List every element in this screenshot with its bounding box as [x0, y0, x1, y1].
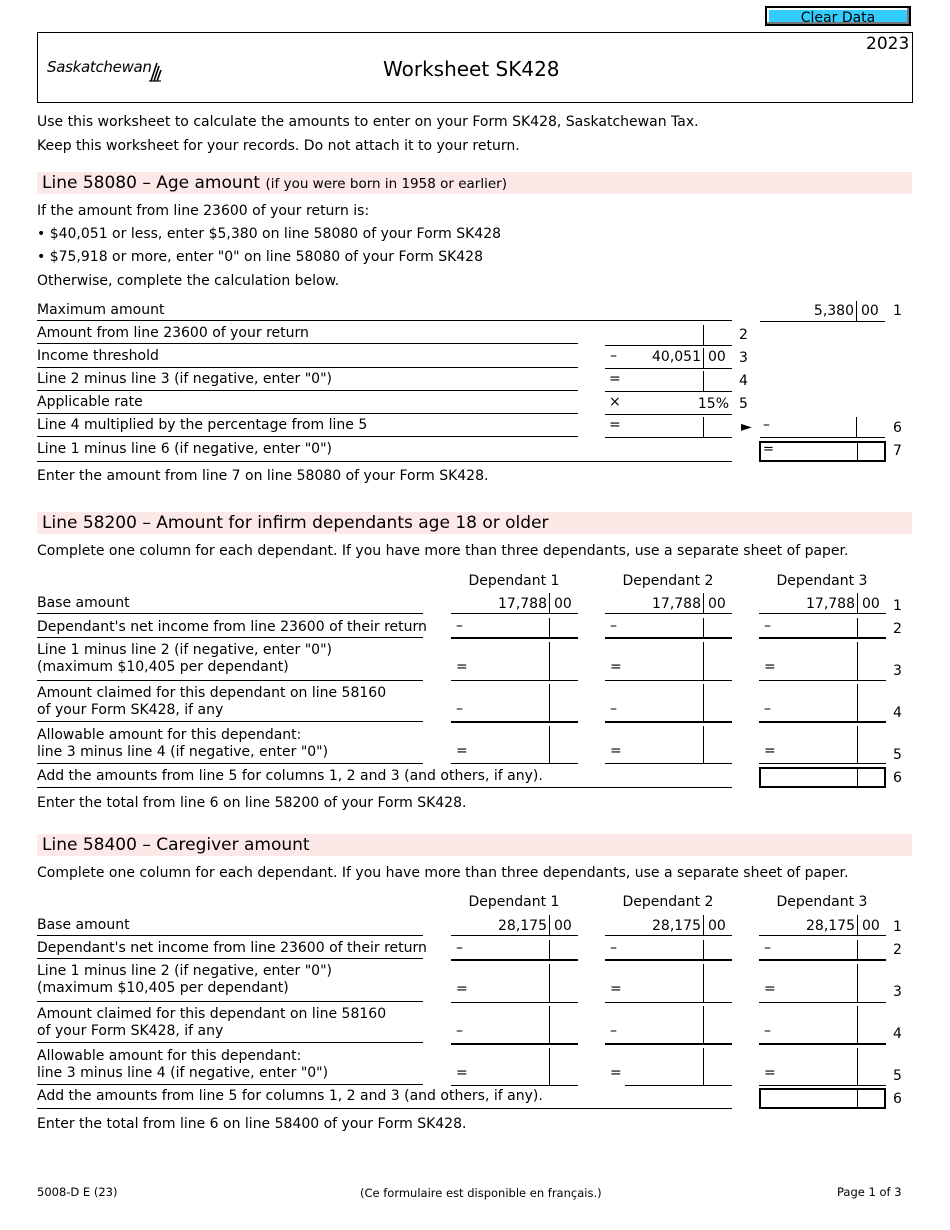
caregiver-row-5-label: Allowable amount for this dependant: line 3 minus line 4 (if negative, enter "0"): [37, 1048, 329, 1081]
age-line1-field[interactable]: 5,380 00: [760, 301, 885, 321]
caregiver-lead: Complete one column for each dependant. If you have more than three dependants, use a separate sheet of paper.: [37, 865, 849, 881]
infirm-section-title: Line 58200 – Amount for infirm dependants age 18 or older: [42, 513, 549, 533]
infirm-col-1: 17,788 00 – = – =: [451, 593, 578, 763]
age-lead: If the amount from line 23600 of your return is:: [37, 203, 370, 219]
caregiver-row-4-label: Amount claimed for this dependant on line 58160 of your Form SK428, if any: [37, 1006, 387, 1039]
caregiver-section-title: Line 58400 – Caregiver amount: [42, 835, 310, 855]
caregiver-line6-total-field[interactable]: [759, 1088, 886, 1109]
caregiver-row-2-label: Dependant's net income from line 23600 of their return: [37, 940, 427, 956]
caregiver-row-1-label: Base amount: [37, 917, 130, 933]
age-line3-field: 40,051 00: [605, 348, 732, 368]
wheat-sheaf-icon: [148, 60, 162, 82]
caregiver-c2-line2-field[interactable]: [605, 959, 732, 961]
caregiver-c2-line5-field[interactable]: [625, 1085, 732, 1086]
age-row-4-label: Line 2 minus line 3 (if negative, enter "0"): [37, 371, 332, 387]
caregiver-col-3: 28,175 00 – = – =: [759, 915, 886, 1085]
caregiver-col-2-head: Dependant 2: [622, 894, 714, 910]
age-otherwise: Otherwise, complete the calculation below.: [37, 273, 340, 289]
caregiver-row-6-label: Add the amounts from line 5 for columns 1, 2 and 3 (and others, if any).: [37, 1088, 543, 1104]
worksheet-title: Worksheet SK428: [383, 57, 560, 81]
age-line7-total-field[interactable]: =: [759, 441, 886, 462]
caregiver-col-3-head: Dependant 3: [776, 894, 868, 910]
infirm-c2-line3-field[interactable]: [605, 680, 732, 681]
infirm-enter-note: Enter the total from line 6 on line 58200 of your Form SK428.: [37, 795, 467, 811]
infirm-c1-line4-field[interactable]: [451, 721, 578, 723]
age-row-1-label: Maximum amount: [37, 302, 165, 318]
infirm-row-2-label: Dependant's net income from line 23600 of their return: [37, 619, 427, 635]
infirm-c1-line5-field[interactable]: [451, 763, 578, 764]
infirm-c3-line5-field[interactable]: [759, 763, 886, 764]
caregiver-c3-line5-field[interactable]: [759, 1085, 886, 1086]
caregiver-row-3-label: Line 1 minus line 2 (if negative, enter "0") (maximum $10,405 per dependant): [37, 963, 332, 996]
caregiver-col-1-head: Dependant 1: [468, 894, 560, 910]
caregiver-c3-line3-field[interactable]: [759, 1002, 886, 1003]
caregiver-c1-line4-field[interactable]: [451, 1043, 578, 1045]
infirm-row-6-label: Add the amounts from line 5 for columns 1, 2 and 3 (and others, if any).: [37, 768, 543, 784]
age-row-3-label: Income threshold: [37, 348, 159, 364]
age-section-title: Line 58080 – Age amount (if you were born in 1958 or earlier): [42, 173, 507, 193]
age-bullet-2: • $75,918 or more, enter "0" on line 58080 of your Form SK428: [37, 249, 483, 265]
infirm-row-4-label: Amount claimed for this dependant on line 58160 of your Form SK428, if any: [37, 685, 387, 718]
caregiver-c2-line4-field[interactable]: [605, 1043, 732, 1045]
caregiver-enter-note: Enter the total from line 6 on line 58400 of your Form SK428.: [37, 1116, 467, 1132]
page-number: Page 1 of 3: [837, 1185, 902, 1199]
infirm-lead: Complete one column for each dependant. If you have more than three dependants, use a separate sheet of paper.: [37, 543, 849, 559]
caregiver-c1-line2-field[interactable]: [451, 959, 578, 961]
infirm-c3-line4-field[interactable]: [759, 721, 886, 723]
age-line6-right-field[interactable]: [760, 417, 885, 437]
caregiver-c3-line4-field[interactable]: [759, 1043, 886, 1045]
age-row-6-label: Line 4 multiplied by the percentage from line 5: [37, 417, 368, 433]
intro-line-1: Use this worksheet to calculate the amounts to enter on your Form SK428, Saskatchewan Tax.: [37, 114, 699, 130]
age-line6-field[interactable]: [605, 417, 732, 437]
age-row-5-label: Applicable rate: [37, 394, 143, 410]
caregiver-col-2: 28,175 00 – = – =: [605, 915, 732, 1085]
infirm-row-1-label: Base amount: [37, 595, 130, 611]
age-rate-value: 15%: [697, 396, 729, 412]
age-enter-note: Enter the amount from line 7 on line 58080 of your Form SK428.: [37, 468, 489, 484]
caregiver-col-1: 28,175 00 – = – =: [451, 915, 578, 1085]
infirm-c1-line2-field[interactable]: [451, 637, 578, 639]
clear-data-button[interactable]: Clear Data: [765, 6, 911, 26]
infirm-col-3-head: Dependant 3: [776, 573, 868, 589]
caregiver-c1-line5-field[interactable]: [451, 1085, 578, 1086]
infirm-col-2-head: Dependant 2: [622, 573, 714, 589]
caregiver-c3-line2-field[interactable]: [759, 959, 886, 961]
age-row-2-label: Amount from line 23600 of your return: [37, 325, 309, 341]
infirm-c2-line4-field[interactable]: [605, 721, 732, 723]
age-bullet-1: • $40,051 or less, enter $5,380 on line 58080 of your Form SK428: [37, 226, 502, 242]
infirm-c2-line5-field[interactable]: [605, 763, 732, 764]
infirm-row-5-label: Allowable amount for this dependant: line 3 minus line 4 (if negative, enter "0"): [37, 727, 329, 760]
infirm-c1-line3-field[interactable]: [451, 680, 578, 681]
infirm-col-3: 17,788 00 – = – =: [759, 593, 886, 763]
caregiver-c1-line3-field[interactable]: [451, 1002, 578, 1003]
intro-line-2: Keep this worksheet for your records. Do not attach it to your return.: [37, 138, 520, 154]
saskatchewan-logo: Saskatchewan: [47, 58, 152, 76]
age-row-7-label: Line 1 minus line 6 (if negative, enter "0"): [37, 441, 332, 457]
infirm-line6-total-field[interactable]: [759, 767, 886, 788]
french-availability-note: (Ce formulaire est disponible en français.): [360, 1186, 602, 1200]
age-line4-field[interactable]: [605, 371, 732, 391]
age-line2-field[interactable]: [605, 325, 732, 345]
infirm-c3-line3-field[interactable]: [759, 680, 886, 681]
caregiver-c2-line3-field[interactable]: [605, 1002, 732, 1003]
infirm-col-2: 17,788 00 – = – =: [605, 593, 732, 763]
form-year: 2023: [866, 34, 910, 54]
infirm-col-1-head: Dependant 1: [468, 573, 560, 589]
infirm-row-3-label: Line 1 minus line 2 (if negative, enter "0") (maximum $10,405 per dependant): [37, 642, 332, 675]
form-id: 5008-D E (23): [37, 1185, 118, 1199]
infirm-c3-line2-field[interactable]: [759, 637, 886, 639]
infirm-c2-line2-field[interactable]: [605, 637, 732, 639]
arrow-right-icon: ►: [741, 419, 752, 435]
